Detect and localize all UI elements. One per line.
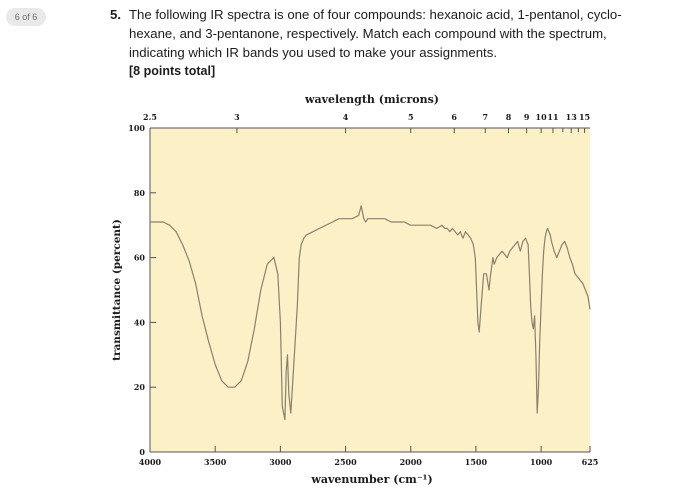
y-tick-label: 100 bbox=[128, 123, 145, 133]
y-tick-label: 40 bbox=[133, 317, 145, 328]
x-tick-label: 1500 bbox=[464, 457, 488, 467]
top-tick-label: 10 bbox=[535, 112, 547, 122]
top-tick-label: 3 bbox=[234, 112, 240, 122]
x-tick-label: 2000 bbox=[399, 457, 422, 467]
y-axis-label: transmittance (percent) bbox=[111, 219, 123, 361]
top-tick-label: 9 bbox=[523, 112, 530, 122]
top-tick-label: 7 bbox=[482, 112, 489, 122]
x-tick-label: 2500 bbox=[334, 457, 357, 467]
top-tick-label: 13 bbox=[565, 112, 577, 122]
x-tick-label: 1000 bbox=[529, 457, 553, 467]
x-tick-label: 3000 bbox=[269, 457, 292, 467]
question-number: 5. bbox=[110, 7, 121, 22]
top-tick-label: 15 bbox=[578, 112, 591, 122]
top-tick-label: 6 bbox=[451, 112, 457, 122]
top-tick-label: 8 bbox=[505, 112, 512, 122]
y-tick-label: 0 bbox=[139, 447, 145, 457]
y-tick-label: 80 bbox=[133, 187, 145, 198]
plot-area bbox=[150, 128, 590, 452]
question-text: The following IR spectra is one of four compounds: hexanoic acid, 1-pentanol, cyclo- hexane, and 3-pentanone, respectively. Match each compound with the spectrum, indicating which IR bands you used to make your assignments. bbox=[129, 7, 622, 60]
page-indicator-badge: 6 of 6 bbox=[6, 8, 46, 26]
top-tick-label: 5 bbox=[407, 112, 414, 122]
x-tick-label: 625 bbox=[581, 457, 599, 467]
y-tick-label: 20 bbox=[133, 382, 145, 393]
x-tick-label: 4000 bbox=[138, 457, 162, 467]
top-tick-label: 4 bbox=[342, 112, 349, 122]
x-tick-label: 3500 bbox=[204, 457, 227, 467]
top-axis-label: wavelength (microns) bbox=[304, 93, 440, 106]
question-points: [8 points total] bbox=[129, 64, 216, 78]
top-tick-label: 2.5 bbox=[143, 112, 157, 122]
y-tick-label: 60 bbox=[133, 252, 145, 263]
x-axis-label: wavenumber (cm⁻¹) bbox=[311, 473, 433, 486]
top-tick-label: 11 bbox=[547, 112, 559, 122]
